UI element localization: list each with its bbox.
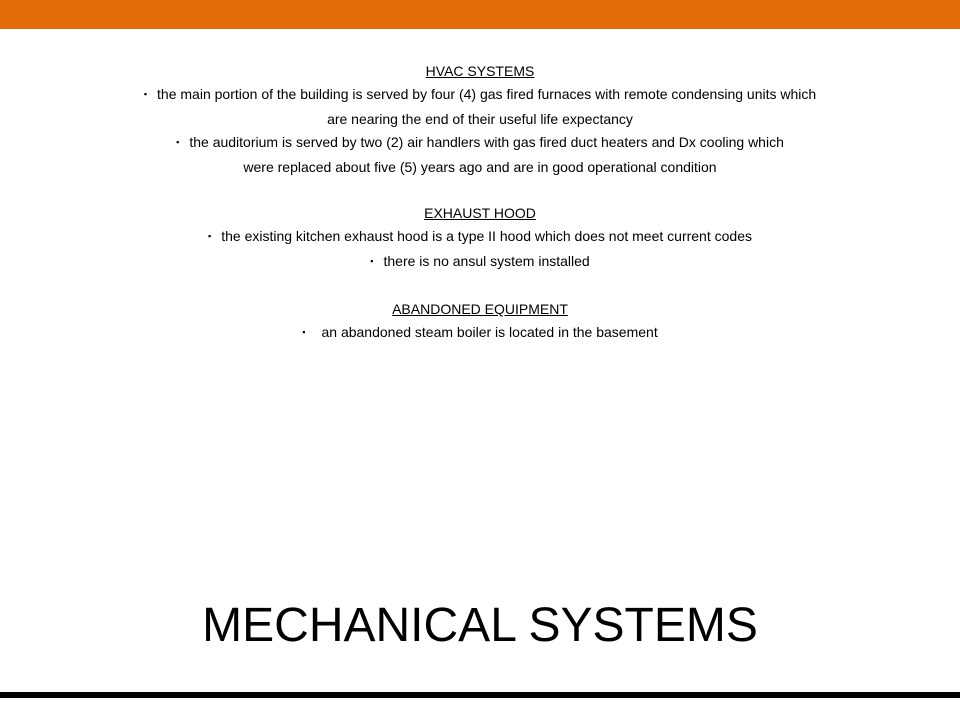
section-heading-exhaust: EXHAUST HOOD [424,205,536,221]
hvac-bullet-1 [0,83,960,108]
square-bullet-icon: ▪ [176,137,180,147]
section-spacer [0,275,960,298]
hvac-bullet-2-continuation: were replaced about five (5) years ago and are in good operational condition [243,159,717,175]
section-heading-hvac: HVAC SYSTEMS [425,63,535,79]
hvac-bullet-1-text: the main portion of the building is served by four (4) gas fired furnaces with remote condensing units which [157,86,817,102]
top-accent-bar [0,0,960,29]
square-bullet-icon: ▪ [370,256,374,266]
hvac-bullet-1-continuation: are nearing the end of their useful life expectancy [327,111,633,127]
hvac-bullet-2 [0,131,960,156]
section-spacer [0,179,960,202]
exhaust-bullet-2-text: there is no ansul system installed [383,253,590,269]
exhaust-bullet-2 [0,250,960,275]
section-heading-abandoned: ABANDONED EQUIPMENT [392,301,568,317]
slide-body [0,60,960,346]
abandoned-bullet-1 [0,321,960,346]
square-bullet-icon: ▪ [302,327,306,337]
abandoned-bullet-1-text: an abandoned steam boiler is located in the basement [321,324,658,340]
exhaust-bullet-1 [0,225,960,250]
square-bullet-icon: ▪ [208,231,212,241]
exhaust-bullet-1-text: the existing kitchen exhaust hood is a type II hood which does not meet current codes [221,228,752,244]
slide-title: MECHANICAL SYSTEMS [202,599,758,652]
bottom-rule [0,692,960,698]
hvac-bullet-2-text: the auditorium is served by two (2) air handlers with gas fired duct heaters and Dx cooling which [189,134,784,150]
square-bullet-icon: ▪ [143,89,148,99]
